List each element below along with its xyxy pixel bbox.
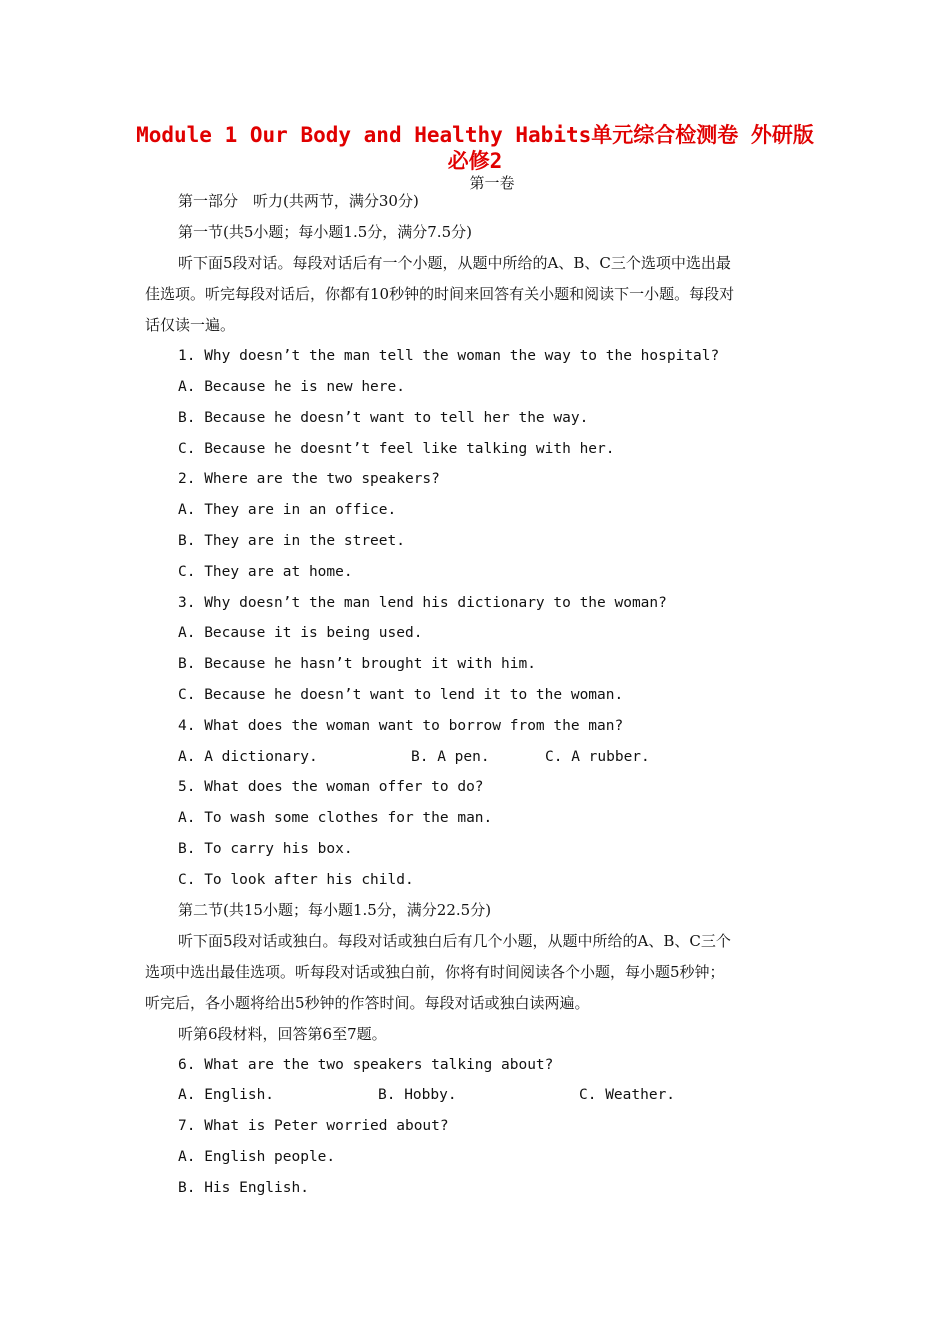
material-6-instruction: 听第6段材料，回答第6至7题。 [178,1025,387,1043]
question-6-option-c: C. Weather. [579,1087,676,1103]
section-2-instructions-line-3: 听完后，各小题将给出5秒钟的作答时间。每段对话或独白读两遍。 [145,994,590,1012]
question-6-options-row [0,1085,950,1105]
question-5-option-c: C. To look after his child. [178,872,414,888]
question-1-stem: 1. Why doesn’t the man tell the woman the way to the hospital? [178,348,720,364]
question-4-option-b: B. A pen. [411,749,490,765]
question-1-option-c: C. Because he doesnt’t feel like talking with her. [178,441,615,457]
section-1-instructions-line-1: 听下面5段对话。每段对话后有一个小题，从题中所给的A、B、C三个选项中选出最 [178,254,731,272]
section-2-heading: 第二节(共15小题；每小题1.5分，满分22.5分) [178,901,492,919]
question-4-options-row [0,747,950,767]
question-6-option-a: A. English. [178,1087,275,1103]
part-heading: 第一部分 听力(共两节，满分30分) [178,192,419,210]
question-3-stem: 3. Why doesn’t the man lend his dictionary to the woman? [178,595,667,611]
volume-label: 第一卷 [469,174,515,192]
question-4-option-c: C. A rubber. [545,749,650,765]
question-7-option-b: B. His English. [178,1180,309,1196]
question-6-option-b: B. Hobby. [378,1087,457,1103]
question-4-stem: 4. What does the woman want to borrow from the man? [178,718,624,734]
document-title-line-2: 必修2 [447,149,503,173]
section-1-heading: 第一节(共5小题；每小题1.5分，满分7.5分) [178,223,472,241]
section-2-instructions-line-2: 选项中选出最佳选项。听每段对话或独白前，你将有时间阅读各个小题，每小题5秒钟； [145,963,725,981]
question-2-option-b: B. They are in the street. [178,533,405,549]
section-1-instructions-line-3: 话仅读一遍。 [145,316,236,334]
section-1-instructions-line-2: 佳选项。听完每段对话后，你都有10秒钟的时间来回答有关小题和阅读下一小题。每段对 [145,285,735,303]
question-6-stem: 6. What are the two speakers talking about? [178,1057,554,1073]
question-5-option-a: A. To wash some clothes for the man. [178,810,493,826]
question-7-stem: 7. What is Peter worried about? [178,1118,449,1134]
document-title-line-1: Module 1 Our Body and Healthy Habits单元综合检测卷 外研版 [136,123,814,147]
question-2-option-a: A. They are in an office. [178,502,397,518]
question-1-option-a: A. Because he is new here. [178,379,405,395]
question-5-option-b: B. To carry his box. [178,841,353,857]
question-2-option-c: C. They are at home. [178,564,353,580]
question-5-stem: 5. What does the woman offer to do? [178,779,484,795]
question-7-option-a: A. English people. [178,1149,336,1165]
question-3-option-c: C. Because he doesn’t want to lend it to the woman. [178,687,624,703]
question-4-option-a: A. A dictionary. [178,749,318,765]
question-1-option-b: B. Because he doesn’t want to tell her the way. [178,410,589,426]
question-2-stem: 2. Where are the two speakers? [178,471,440,487]
question-3-option-b: B. Because he hasn’t brought it with him. [178,656,536,672]
section-2-instructions-line-1: 听下面5段对话或独白。每段对话或独白后有几个小题，从题中所给的A、B、C三个 [178,932,731,950]
question-3-option-a: A. Because it is being used. [178,625,423,641]
